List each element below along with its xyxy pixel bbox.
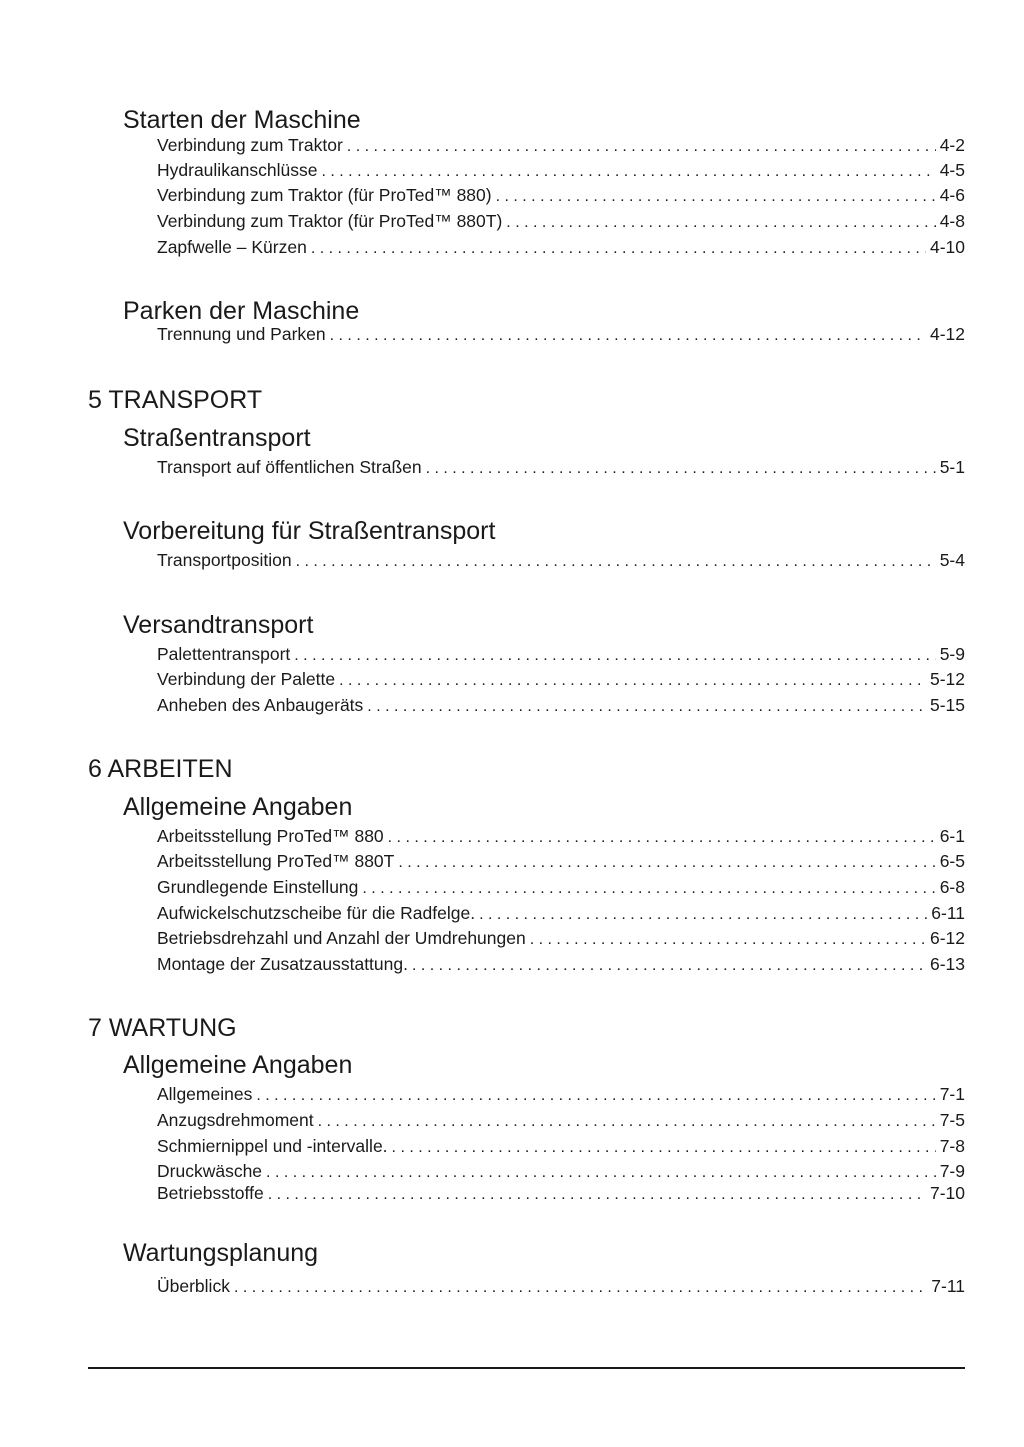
entry-label: Verbindung zum Traktor (157, 135, 343, 155)
section-title: Allgemeine Angaben (123, 793, 353, 821)
entry-page: 4-6 (939, 185, 965, 205)
entry-page: 6-12 (929, 928, 965, 948)
dot-leader (330, 324, 926, 348)
chapter-title: 6 ARBEITEN (88, 755, 233, 783)
entry-page: 7-10 (929, 1183, 965, 1203)
dot-leader (294, 644, 935, 668)
toc-entry[interactable] (157, 667, 965, 691)
dot-leader (426, 457, 936, 481)
dot-leader (530, 928, 926, 952)
dot-leader (311, 237, 926, 261)
section-title: Starten der Maschine (123, 106, 361, 134)
entry-page: 6-11 (931, 903, 965, 923)
dot-leader (256, 1084, 935, 1108)
entry-page: 7-1 (939, 1084, 965, 1104)
dot-leader (234, 1276, 927, 1300)
toc-entry[interactable] (157, 209, 965, 233)
entry-label: Grundlegende Einstellung (157, 877, 359, 897)
toc-entry[interactable] (157, 952, 965, 976)
toc-entry[interactable] (157, 1159, 965, 1183)
dot-leader (318, 1110, 936, 1134)
entry-page: 7-9 (939, 1161, 965, 1181)
entry-page: 4-12 (929, 324, 965, 344)
entry-label: Betriebsstoffe (157, 1183, 264, 1203)
entry-page: 7-8 (939, 1136, 965, 1156)
dot-leader (347, 135, 936, 159)
dot-leader (367, 695, 926, 719)
dot-leader (506, 211, 935, 235)
entry-label: Betriebsdrehzahl und Anzahl der Umdrehungen (157, 928, 526, 948)
entry-page: 5-1 (939, 457, 965, 477)
entry-label: Aufwickelschutzscheibe für die Radfelge. (157, 903, 476, 923)
entry-label: Druckwäsche (157, 1161, 263, 1181)
dot-leader (322, 160, 936, 184)
dot-leader (392, 1136, 936, 1160)
dot-leader (339, 669, 926, 693)
entry-page: 5-12 (929, 669, 965, 689)
entry-page: 7-11 (931, 1276, 965, 1296)
dot-leader (412, 954, 926, 978)
toc-entry[interactable] (157, 1274, 965, 1298)
entry-page: 4-5 (939, 160, 965, 180)
toc-entry[interactable] (157, 322, 965, 346)
entry-page: 5-15 (929, 695, 965, 715)
entry-label: Schmiernippel und -intervalle. (157, 1136, 388, 1156)
entry-label: Allgemeines (157, 1084, 253, 1104)
toc-entry[interactable] (157, 875, 965, 899)
section-title: Parken der Maschine (123, 297, 360, 325)
section-title: Wartungsplanung (123, 1239, 319, 1267)
dot-leader (496, 185, 936, 209)
toc-entry[interactable] (157, 693, 965, 717)
toc-entry[interactable] (157, 455, 965, 479)
entry-label: Verbindung zum Traktor (für ProTed™ 880T) (157, 211, 503, 231)
toc-entry[interactable] (157, 1134, 965, 1158)
entry-label: Arbeitsstellung ProTed™ 880T (157, 851, 395, 871)
toc-entry[interactable] (157, 901, 965, 925)
entry-page: 6-13 (929, 954, 965, 974)
toc-entry[interactable] (157, 158, 965, 182)
entry-label: Palettentransport (157, 644, 291, 664)
chapter-title: 5 TRANSPORT (88, 386, 263, 414)
entry-page: 7-5 (939, 1110, 965, 1130)
entry-page: 4-8 (939, 211, 965, 231)
toc-entry[interactable] (157, 849, 965, 873)
section-title: Versandtransport (123, 611, 314, 639)
entry-page: 6-8 (939, 877, 965, 897)
entry-label: Verbindung zum Traktor (für ProTed™ 880) (157, 185, 492, 205)
toc-entry[interactable] (157, 183, 965, 207)
entry-label: Transport auf öffentlichen Straßen (157, 457, 422, 477)
toc-entry[interactable] (157, 235, 965, 259)
entry-page: 5-9 (939, 644, 965, 664)
toc-entry[interactable] (157, 1181, 965, 1205)
entry-label: Arbeitsstellung ProTed™ 880 (157, 826, 384, 846)
entry-label: Überblick (157, 1276, 230, 1296)
section-title: Allgemeine Angaben (123, 1051, 353, 1079)
entry-label: Anzugsdrehmoment (157, 1110, 314, 1130)
entry-page: 4-2 (939, 135, 965, 155)
entry-label: Montage der Zusatzausstattung. (157, 954, 408, 974)
entry-label: Anheben des Anbaugeräts (157, 695, 364, 715)
entry-page: 6-5 (939, 851, 965, 871)
toc-entry[interactable] (157, 824, 965, 848)
entry-page: 6-1 (939, 826, 965, 846)
toc-entry[interactable] (157, 926, 965, 950)
entry-page: 5-4 (939, 550, 965, 570)
chapter-title: 7 WARTUNG (88, 1014, 237, 1042)
toc-entry[interactable] (157, 548, 965, 572)
dot-leader (479, 903, 927, 927)
toc-entry[interactable] (157, 1108, 965, 1132)
entry-label: Trennung und Parken (157, 324, 326, 344)
dot-leader (268, 1183, 926, 1207)
dot-leader (398, 851, 935, 875)
entry-label: Hydraulikanschlüsse (157, 160, 318, 180)
dot-leader (296, 550, 936, 574)
footer-rule (88, 1367, 965, 1369)
toc-entry[interactable] (157, 133, 965, 157)
entry-label: Transportposition (157, 550, 292, 570)
entry-label: Verbindung der Palette (157, 669, 336, 689)
toc-entry[interactable] (157, 1082, 965, 1106)
section-title: Vorbereitung für Straßentransport (123, 517, 496, 545)
dot-leader (388, 826, 936, 850)
section-title: Straßentransport (123, 424, 311, 452)
entry-label: Zapfwelle – Kürzen (157, 237, 307, 257)
dot-leader (362, 877, 935, 901)
entry-page: 4-10 (929, 237, 965, 257)
toc-entry[interactable] (157, 642, 965, 666)
